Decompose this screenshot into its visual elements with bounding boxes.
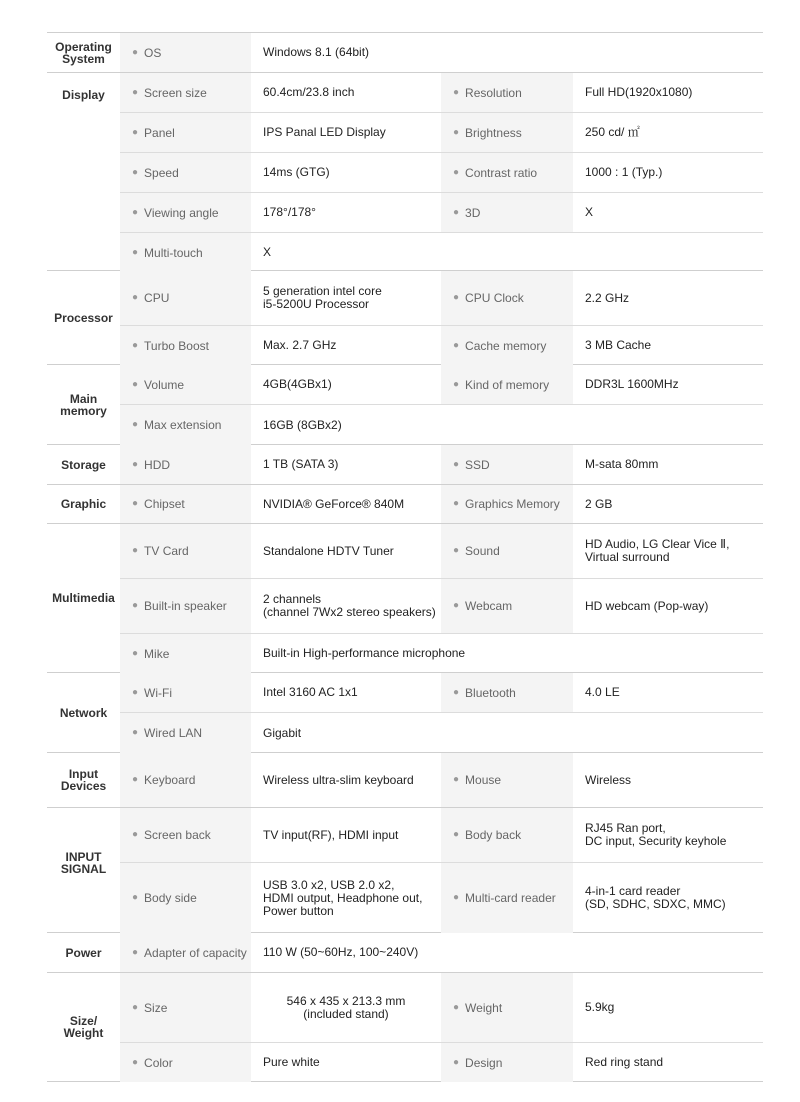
spec-label-text: Viewing angle [144,205,219,220]
spec-label-text: Max extension [144,418,222,432]
spec-value-screen-size: 60.4cm/23.8 inch [263,85,355,99]
spec-label-text: Turbo Boost [144,338,209,353]
spec-row [120,112,763,152]
category-label: Size/ Weight [63,1014,104,1040]
bullet-icon: ● [453,829,460,840]
spec-value-speed: 14ms (GTG) [263,165,330,179]
spec-row [120,933,763,972]
spec-table [47,32,763,1082]
spec-value-size: 546 x 435 x 213.3 mm (included stand) [286,993,406,1021]
spec-label-panel [120,113,251,152]
bullet-icon: ● [132,378,139,390]
bullet-icon: ● [453,86,460,98]
spec-label-text: Panel [144,125,175,140]
spec-label-text: Weight [465,1000,503,1015]
spec-label-resolution [441,73,573,112]
spec-value-bluetooth: 4.0 LE [585,685,620,699]
spec-label-text: Color [144,1055,173,1070]
spec-label-speed [120,153,251,192]
spec-label-text: CPU Clock [465,291,524,305]
bullet-icon: ● [132,1001,139,1013]
bullet-icon: ● [453,600,460,611]
spec-row [120,33,763,72]
spec-label-text: Adapter of capacity [144,945,247,960]
spec-label-text: Body back [465,828,522,842]
spec-row [120,485,763,523]
spec-value-viewing-angle: 178°/178° [263,205,316,219]
bullet-icon: ● [453,458,460,470]
spec-section-size-weight [47,972,763,1082]
spec-row [120,271,763,325]
spec-label-text: Chipset [144,497,185,511]
spec-label-text: Built-in speaker [144,599,227,613]
spec-label-text: Wired LAN [144,726,203,740]
bullet-icon: ● [453,545,460,556]
spec-row [120,445,763,484]
category-label: Display [62,88,105,102]
spec-value-volume: 4GB(4GBx1) [263,377,332,391]
bullet-icon: ● [132,829,139,840]
spec-value-body-side: USB 3.0 x2, USB 2.0 x2, HDMI output, Headphone out, Power button [263,877,423,918]
spec-label-cpu-clock [441,271,573,325]
bullet-icon: ● [132,46,139,58]
spec-row [120,578,763,633]
spec-label-multi-card-reader [441,863,573,933]
spec-section-input-signal [47,807,763,932]
spec-label-graphics-memory [441,485,573,523]
spec-row [120,862,763,933]
spec-label-keyboard [120,753,251,807]
spec-label-text: SSD [465,457,490,472]
spec-row [120,673,763,712]
bullet-icon: ● [453,774,460,785]
bullet-icon: ● [453,686,460,698]
spec-label-text: 3D [465,205,481,220]
spec-section-network [47,672,763,752]
spec-label-cache-memory [441,326,573,365]
spec-value-contrast-ratio: 1000 : 1 (Typ.) [585,165,663,179]
bullet-icon: ● [132,727,139,738]
spec-label-brightness [441,113,573,152]
category-label: Power [65,945,102,960]
category-label: Storage [61,457,106,472]
spec-value-mike: Built-in High-performance microphone [263,646,466,660]
spec-value-chipset: NVIDIA® GeForce® 840M [263,496,405,511]
spec-value-kind-of-memory: DDR3L 1600MHz [585,377,679,391]
spec-label-text: Screen size [144,85,207,100]
bullet-icon: ● [132,686,139,698]
bullet-icon: ● [132,774,139,785]
spec-label-sound [441,524,573,578]
spec-value-os: Windows 8.1 (64bit) [263,45,370,59]
spec-label-tv-card [120,524,251,578]
spec-label-text: Kind of memory [465,377,550,392]
spec-label-text: Mouse [465,773,502,787]
bullet-icon: ● [132,458,139,470]
bullet-icon: ● [453,126,460,138]
category-label: Processor [54,310,113,325]
spec-section-power [47,932,763,972]
spec-row [120,325,763,365]
spec-label-text: OS [144,45,162,60]
spec-label-text: Multi-card reader [465,891,556,905]
bullet-icon: ● [132,419,139,430]
bullet-icon: ● [453,1056,460,1068]
bullet-icon: ● [453,498,460,509]
spec-section-storage [47,444,763,484]
spec-value-hdd: 1 TB (SATA 3) [263,457,339,471]
spec-value-screen-back: TV input(RF), HDMI input [263,827,399,842]
spec-value-weight: 5.9kg [585,1000,615,1014]
spec-label-text: Sound [465,544,500,558]
spec-label-text: Brightness [465,125,522,140]
category-label: INPUT SIGNAL [60,850,107,876]
bullet-icon: ● [132,1056,139,1068]
spec-section-input-devices [47,752,763,807]
spec-value-resolution: Full HD(1920x1080) [585,85,693,99]
bullet-icon: ● [132,892,139,903]
category-label: Graphic [60,497,107,511]
bullet-icon: ● [132,600,139,611]
spec-section-main-memory [47,364,763,444]
spec-label-text: TV Card [144,544,189,558]
spec-label-screen-size [120,73,251,112]
spec-row [120,73,763,112]
bullet-icon: ● [453,206,460,218]
bullet-icon: ● [453,292,460,303]
spec-label-turbo-boost [120,326,251,365]
spec-section-processor [47,270,763,364]
spec-value-cpu-clock: 2.2 GHz [585,290,630,305]
bullet-icon: ● [453,166,460,178]
spec-value-wired-lan: Gigabit [263,725,302,740]
spec-label-webcam [441,579,573,633]
spec-label-body-back [441,808,573,862]
spec-label-wired-lan [120,713,251,753]
spec-value-tv-card: Standalone HDTV Tuner [263,543,394,558]
spec-section-multimedia [47,523,763,672]
spec-label-text: Contrast ratio [465,165,538,180]
bullet-icon: ● [132,126,139,138]
spec-row [120,365,763,404]
spec-value-adapter-of-capacity: 110 W (50~60Hz, 100~240V) [263,945,419,959]
bullet-icon: ● [132,292,139,303]
category-label: Multimedia [52,591,115,605]
spec-value-graphics-memory: 2 GB [585,496,613,511]
bullet-icon: ● [453,1001,460,1013]
spec-label-text: Webcam [465,599,513,613]
spec-row [120,712,763,753]
bullet-icon: ● [132,166,139,178]
bullet-icon: ● [132,86,139,98]
bullet-icon: ● [132,545,139,556]
spec-label-text: Graphics Memory [465,497,560,511]
spec-label-size [120,973,251,1042]
spec-label-text: Bluetooth [465,685,516,700]
spec-label-text: Resolution [465,85,522,100]
spec-label-contrast-ratio [441,153,573,192]
spec-row [120,633,763,673]
spec-label-text: HDD [144,457,171,472]
spec-label-text: Design [465,1055,503,1070]
spec-label-text: CPU [144,291,170,305]
spec-value-design: Red ring stand [585,1055,664,1069]
spec-label-text: Body side [144,891,197,905]
spec-section-operating-system [47,32,763,72]
spec-label-color [120,1043,251,1082]
spec-label-os [120,33,251,72]
spec-value-built-in-speaker: 2 channels (channel 7Wx2 stereo speakers) [263,592,436,619]
spec-label-viewing-angle [120,193,251,232]
category-label: Operating System [55,39,112,66]
spec-value-cache-memory: 3 MB Cache [585,338,652,352]
spec-label-design [441,1043,573,1082]
spec-value-panel: IPS Panal LED Display [263,125,386,139]
spec-section-graphic [47,484,763,523]
spec-row [120,753,763,807]
spec-row [120,152,763,192]
bullet-icon: ● [453,892,460,903]
spec-label-ssd [441,445,573,484]
spec-label-text: Volume [144,377,185,392]
spec-value-keyboard: Wireless ultra-slim keyboard [263,772,414,787]
spec-label-multi-touch [120,233,251,272]
spec-label-mike [120,634,251,673]
bullet-icon: ● [132,246,139,258]
spec-label-text: Speed [144,165,179,180]
spec-label-text: Cache memory [465,338,547,353]
spec-value-multi-card-reader: 4-in-1 card reader (SD, SDHC, SDXC, MMC) [585,884,726,911]
spec-label-built-in-speaker [120,579,251,633]
category-label: Main memory [60,391,107,418]
spec-value-ssd: M-sata 80mm [585,457,659,471]
spec-value-cpu: 5 generation intel core i5-5200U Processor [263,284,382,311]
spec-label-text: Mike [144,646,170,661]
spec-row [120,1042,763,1082]
spec-row [120,192,763,232]
spec-row [120,808,763,862]
spec-label-screen-back [120,808,251,862]
spec-label-body-side [120,863,251,933]
spec-value-max-extension: 16GB (8GBx2) [263,417,342,432]
spec-label-text: Wi-Fi [144,685,173,700]
spec-label-bluetooth [441,673,573,712]
bullet-icon: ● [132,498,139,509]
spec-value-color: Pure white [263,1055,320,1069]
spec-label-text: Keyboard [144,773,196,787]
spec-row [120,524,763,578]
spec-section-display [47,72,763,270]
spec-label-max-extension [120,405,251,445]
spec-row [120,973,763,1042]
category-label: Network [59,705,108,720]
spec-label-weight [441,973,573,1042]
spec-value-webcam: HD webcam (Pop-way) [585,598,709,613]
bullet-icon: ● [453,378,460,390]
spec-value-wi-fi: Intel 3160 AC 1x1 [263,685,358,699]
bullet-icon: ● [132,206,139,218]
spec-value-multi-touch: X [263,245,272,259]
bullet-icon: ● [132,647,139,659]
spec-label-adapter-of-capacity [120,933,251,972]
spec-label-3d [441,193,573,232]
spec-value-sound: HD Audio, LG Clear Vice Ⅱ, Virtual surround [585,537,730,564]
spec-row [120,232,763,272]
bullet-icon: ● [132,946,139,958]
spec-label-kind-of-memory [441,365,573,404]
spec-value-3d: X [585,205,594,219]
spec-label-text: Multi-touch [144,245,203,260]
spec-value-turbo-boost: Max. 2.7 GHz [263,338,337,352]
spec-label-wi-fi [120,673,251,712]
bullet-icon: ● [453,339,460,351]
spec-value-brightness: 250 cd/ ㎡ [585,125,640,139]
spec-value-mouse: Wireless [585,772,632,787]
spec-label-chipset [120,485,251,523]
spec-row [120,404,763,445]
category-label: Input Devices [60,767,107,793]
bullet-icon: ● [132,339,139,351]
spec-label-hdd [120,445,251,484]
spec-label-volume [120,365,251,404]
spec-label-cpu [120,271,251,325]
spec-value-body-back: RJ45 Ran port, DC input, Security keyhole [585,821,727,848]
spec-label-mouse [441,753,573,807]
spec-label-text: Size [144,1000,168,1015]
spec-label-text: Screen back [144,828,211,842]
